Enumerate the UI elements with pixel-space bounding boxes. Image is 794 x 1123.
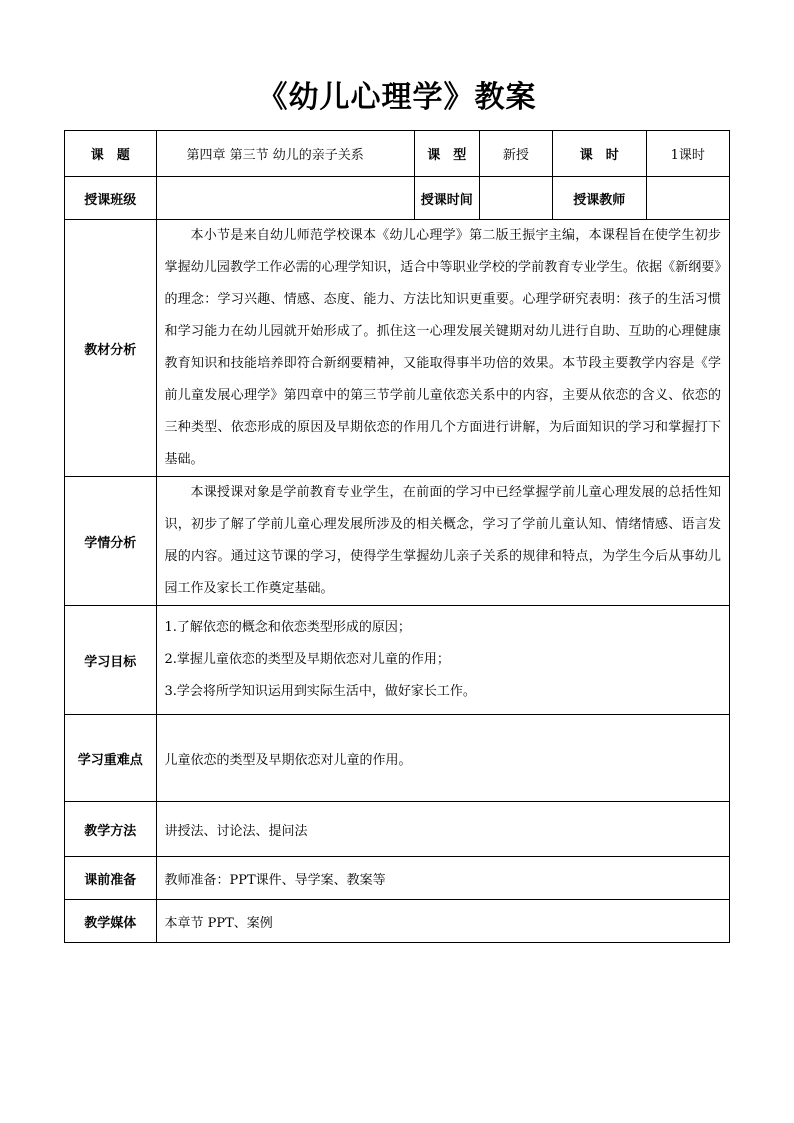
material-row <box>65 220 730 477</box>
hours-label: 课 时 <box>553 131 647 177</box>
learners-label: 学情分析 <box>65 477 157 606</box>
hours-value: 1课时 <box>646 131 729 177</box>
goal-item: 1.了解依恋的概念和依恋类型形成的原因； <box>164 620 411 635</box>
teacher-label: 授课教师 <box>553 177 647 220</box>
preparation-label: 课前准备 <box>65 857 157 900</box>
header-row-2 <box>65 177 730 220</box>
material-text: 本小节是来自幼儿师范学校课本《幼儿心理学》第二版王振宇主编，本课程旨在使学生初步掌握幼儿园教学工作必需的心理学知识，适合中等职业学校的学前教育专业学生。依据《新纲要》的理念：学习兴趣、情感、态度、能力、方法比知识更重要。心理学研究表明：孩子的生活习惯和学习能力在幼儿园就开始形成了。抓住这一心理发展关键期对幼儿进行自助、互助的心理健康教育知识和技能培养即符合新纲要精神，又能取得事半功倍的效果。本节段主要教学内容是《学前儿童发展心理学》第四章中的第三节学前儿童依恋关系中的内容，主要从依恋的含义、依恋的三种类型、依恋形成的原因及早期依恋的作用几个方面进行讲解，为后面知识的学习和掌握打下基础。 <box>156 220 730 477</box>
material-label: 教材分析 <box>65 220 157 477</box>
class-label: 授课班级 <box>65 177 157 220</box>
goals-row <box>65 606 730 715</box>
methods-label: 教学方法 <box>65 802 157 857</box>
media-label: 教学媒体 <box>65 900 157 943</box>
media-row <box>65 900 730 943</box>
type-label: 课 型 <box>414 131 479 177</box>
methods-row <box>65 802 730 857</box>
learners-text: 本课授课对象是学前教育专业学生，在前面的学习中已经掌握学前儿童心理发展的总括性知识，初步了解了学前儿童心理发展所涉及的相关概念，学习了学前儿童认知、情绪情感、语言发展的内容。通过这节课的学习，使得学生掌握幼儿亲子关系的规律和特点，为学生今后从事幼儿园工作及家长工作奠定基础。 <box>156 477 730 606</box>
time-label: 授课时间 <box>414 177 479 220</box>
topic-value: 第四章 第三节 幼儿的亲子关系 <box>156 131 414 177</box>
time-value <box>479 177 552 220</box>
class-value <box>156 177 414 220</box>
document-title: 《幼儿心理学》教案 <box>257 80 537 115</box>
preparation-text: 教师准备：PPT课件、导学案、教案等 <box>156 857 730 900</box>
teacher-value <box>646 177 729 220</box>
goals-label: 学习目标 <box>65 606 157 715</box>
key-points-row <box>65 715 730 802</box>
learners-row <box>65 477 730 606</box>
type-value: 新授 <box>479 131 552 177</box>
header-row-1 <box>65 131 730 177</box>
key-points-text: 儿童依恋的类型及早期依恋对儿童的作用。 <box>156 715 730 802</box>
topic-label: 课 题 <box>65 131 157 177</box>
goals-list <box>156 606 730 715</box>
methods-text: 讲授法、讨论法、提问法 <box>156 802 730 857</box>
goal-item: 3.学会将所学知识运用到实际生活中，做好家长工作。 <box>164 684 476 699</box>
key-points-label: 学习重难点 <box>65 715 157 802</box>
preparation-row <box>65 857 730 900</box>
goal-item: 2.掌握儿童依恋的类型及早期依恋对儿童的作用； <box>164 652 450 667</box>
lesson-plan-table <box>64 130 730 943</box>
media-text: 本章节 PPT、案例 <box>156 900 730 943</box>
